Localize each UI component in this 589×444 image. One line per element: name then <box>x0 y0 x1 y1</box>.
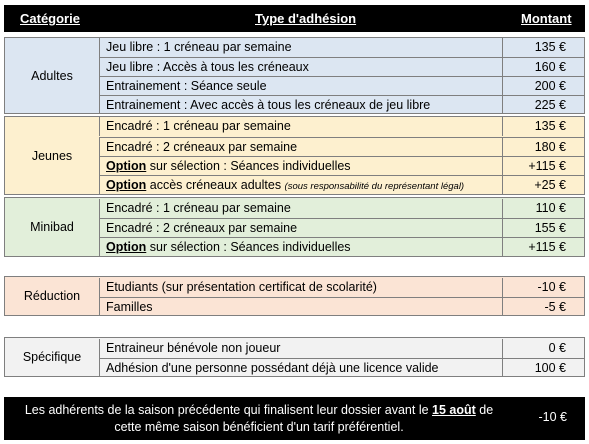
membership-type <box>100 156 503 175</box>
table-row <box>99 297 584 316</box>
membership-type: Jeu libre : Accès à tous les créneaux <box>100 57 503 76</box>
header-category: Catégorie <box>20 11 80 26</box>
footer-text-before: Les adhérents de la saison précédente qui finalisent leur dossier avant le <box>24 403 433 417</box>
footer-text-after: de <box>475 403 494 417</box>
table-row <box>99 156 584 175</box>
header-type: Type d'adhésion <box>255 11 357 26</box>
section-specifique <box>4 337 585 377</box>
option-text: sur sélection : Séances individuelles <box>146 159 351 173</box>
membership-type: Jeu libre : 1 créneau par semaine <box>100 38 503 57</box>
early-renewal-amount: -10 € <box>538 410 567 424</box>
table-header <box>4 5 585 32</box>
section-minibad <box>4 197 585 257</box>
membership-amount: +25 € <box>503 175 584 194</box>
membership-type: Encadré : 1 créneau par semaine <box>100 199 503 218</box>
footer-text-line2: cette même saison bénéficient d'un tarif préférentiel. <box>114 420 404 434</box>
early-renewal-text <box>4 402 514 436</box>
deadline-date: 15 août <box>432 403 476 417</box>
membership-amount: 135 € <box>534 40 566 54</box>
membership-type: Encadré : 1 créneau par semaine <box>100 117 503 136</box>
membership-amount: 225 € <box>503 95 584 114</box>
table-row <box>99 237 584 256</box>
discount-type: Etudiants (sur présentation certificat de scolarité) <box>100 278 503 297</box>
discount-amount: -5 € <box>503 297 584 316</box>
membership-type: Entraineur bénévole non joueur <box>100 339 503 358</box>
category-label: Jeunes <box>31 148 73 163</box>
discount-type: Familles <box>100 297 503 316</box>
membership-type: Entrainement : Avec accès à tous les créneaux de jeu libre <box>100 95 503 114</box>
discount-amount: -10 € <box>537 280 566 294</box>
membership-amount: 0 € <box>548 341 566 355</box>
table-row <box>99 339 584 358</box>
membership-type: Encadré : 2 créneaux par semaine <box>100 218 503 237</box>
membership-type <box>100 175 503 194</box>
category-label: Spécifique <box>22 350 82 364</box>
membership-amount: 100 € <box>503 358 584 377</box>
membership-type: Encadré : 2 créneaux par semaine <box>100 137 503 156</box>
membership-amount: 180 € <box>503 137 584 156</box>
option-text: sur sélection : Séances individuelles <box>146 240 351 254</box>
table-row <box>99 137 584 156</box>
table-row <box>99 57 584 76</box>
option-text: accès créneaux adultes <box>146 178 285 192</box>
table-row <box>99 278 584 297</box>
membership-amount: 160 € <box>503 57 584 76</box>
membership-amount: +115 € <box>503 156 584 175</box>
section-jeunes <box>4 116 585 195</box>
category-label: Réduction <box>23 289 81 303</box>
early-renewal-banner <box>4 397 585 440</box>
option-note: (sous responsabilité du représentant légal) <box>284 181 465 192</box>
membership-type: Adhésion d'une personne possédant déjà une licence valide <box>100 358 503 377</box>
category-label: Adultes <box>31 68 73 83</box>
membership-type <box>100 237 503 256</box>
membership-amount: 200 € <box>503 76 584 95</box>
table-row <box>99 76 584 95</box>
category-label: Minibad <box>30 220 74 234</box>
section-adultes <box>4 37 585 114</box>
membership-type: Entrainement : Séance seule <box>100 76 503 95</box>
table-row <box>99 358 584 377</box>
option-label: Option <box>106 240 147 254</box>
option-label: Option <box>106 178 147 192</box>
membership-amount: 155 € <box>503 218 584 237</box>
membership-amount: +115 € <box>503 237 584 256</box>
table-row <box>99 199 584 218</box>
table-row <box>99 175 584 194</box>
header-amount: Montant <box>521 11 572 26</box>
section-reduction <box>4 276 585 316</box>
membership-amount: 135 € <box>534 119 566 133</box>
table-row <box>99 95 584 114</box>
table-row <box>99 218 584 237</box>
option-label: Option <box>106 159 147 173</box>
table-row <box>99 117 584 136</box>
membership-amount: 110 € <box>535 201 566 215</box>
table-row <box>99 38 584 57</box>
